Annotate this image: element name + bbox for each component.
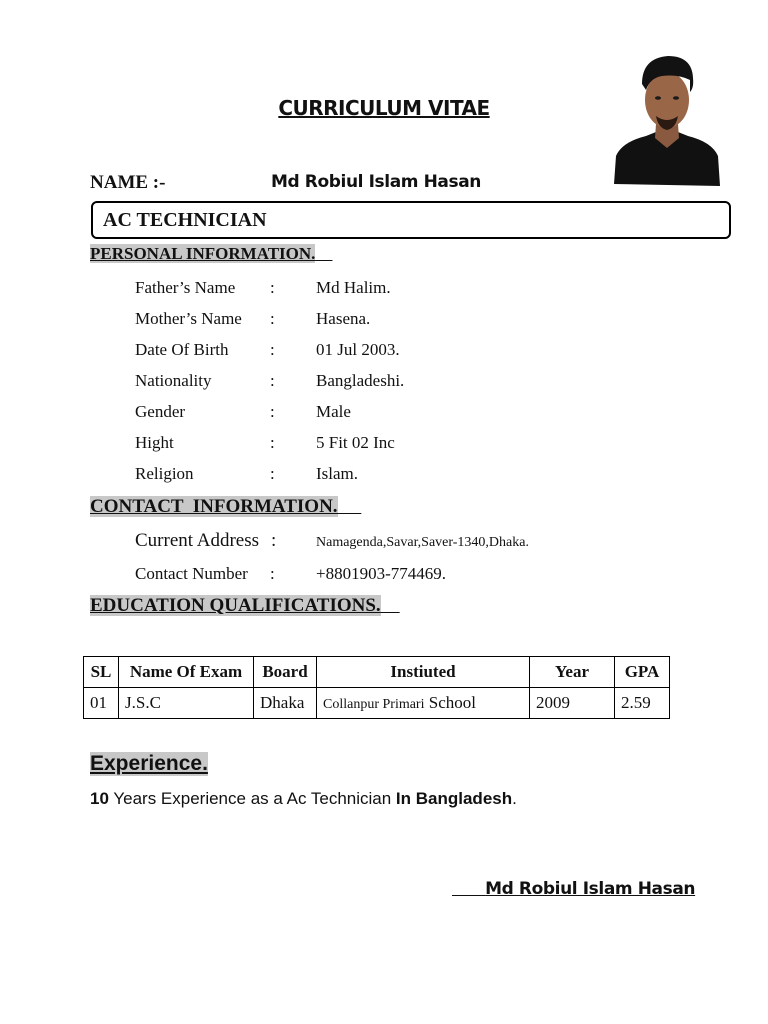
education-table	[83, 656, 670, 719]
name-label: NAME :-	[90, 172, 166, 193]
table-row	[84, 688, 670, 719]
table-cell: J.S.C	[119, 688, 254, 719]
table-cell: 2009	[530, 688, 615, 719]
cv-title: CURRICULUM VITAE	[278, 96, 490, 120]
experience-place: In Bangladesh	[395, 789, 513, 808]
profile-photo	[612, 44, 722, 188]
table-cell	[317, 688, 530, 719]
info-value: 5 Fit 02 Inc	[316, 433, 395, 452]
experience-text	[90, 789, 517, 809]
info-colon: :	[270, 464, 275, 483]
table-header-row	[84, 657, 670, 688]
personal-info-heading-text: PERSONAL INFORMATION.	[90, 244, 316, 263]
experience-years: 10	[90, 789, 109, 808]
table-header: GPA	[615, 657, 670, 688]
role-title: AC TECHNICIAN	[103, 209, 267, 231]
contact-info-heading-text: CONTACT INFORMATION.	[90, 496, 338, 517]
info-label: Date Of Birth	[135, 340, 229, 359]
experience-heading: Experience.	[90, 752, 208, 775]
table-header: Instiuted	[317, 657, 530, 688]
table-header: Year	[530, 657, 615, 688]
contact-value: Namagenda,Savar,Saver-1340,Dhaka.	[316, 535, 529, 550]
personal-info-heading	[90, 244, 332, 264]
table-header: Name Of Exam	[119, 657, 254, 688]
info-value: Male	[316, 402, 351, 421]
info-label: Father’s Name	[135, 278, 236, 297]
institute-name: Collanpur Primari	[323, 697, 425, 712]
contact-colon: :	[270, 564, 275, 583]
info-value: Islam.	[316, 464, 359, 483]
info-colon: :	[270, 433, 275, 452]
info-value: Hasena.	[316, 309, 371, 328]
info-label: Hight	[135, 433, 174, 452]
name-value: Md Robiul Islam Hasan	[271, 172, 481, 192]
info-colon: :	[270, 278, 275, 297]
info-colon: :	[270, 309, 275, 328]
info-value: Md Halim.	[316, 278, 391, 297]
info-colon: :	[270, 402, 275, 421]
education-heading-text: EDUCATION QUALIFICATIONS.	[90, 595, 381, 616]
signature	[452, 879, 695, 899]
institute-type: School	[428, 693, 476, 712]
education-heading	[90, 595, 400, 617]
contact-value: +8801903-774469.	[316, 564, 446, 583]
table-header: SL	[84, 657, 119, 688]
table-header: Board	[254, 657, 317, 688]
table-cell: Dhaka	[254, 688, 317, 719]
info-label: Gender	[135, 402, 186, 421]
info-value: 01 Jul 2003.	[316, 340, 400, 359]
contact-colon: :	[271, 530, 277, 551]
info-value: Bangladeshi.	[316, 371, 405, 390]
contact-info-heading	[90, 496, 361, 518]
contact-label: Current Address	[135, 530, 260, 551]
experience-end: .	[512, 789, 517, 808]
info-label: Mother’s Name	[135, 309, 242, 328]
signature-name: Md Robiul Islam Hasan	[485, 879, 696, 899]
info-label: Religion	[135, 464, 194, 483]
experience-description: Years Experience as a Ac Technician	[113, 789, 392, 808]
info-colon: :	[270, 340, 275, 359]
info-label: Nationality	[135, 371, 212, 390]
info-colon: :	[270, 371, 275, 390]
table-cell: 01	[84, 688, 119, 719]
contact-label: Contact Number	[135, 564, 248, 583]
table-cell: 2.59	[615, 688, 670, 719]
